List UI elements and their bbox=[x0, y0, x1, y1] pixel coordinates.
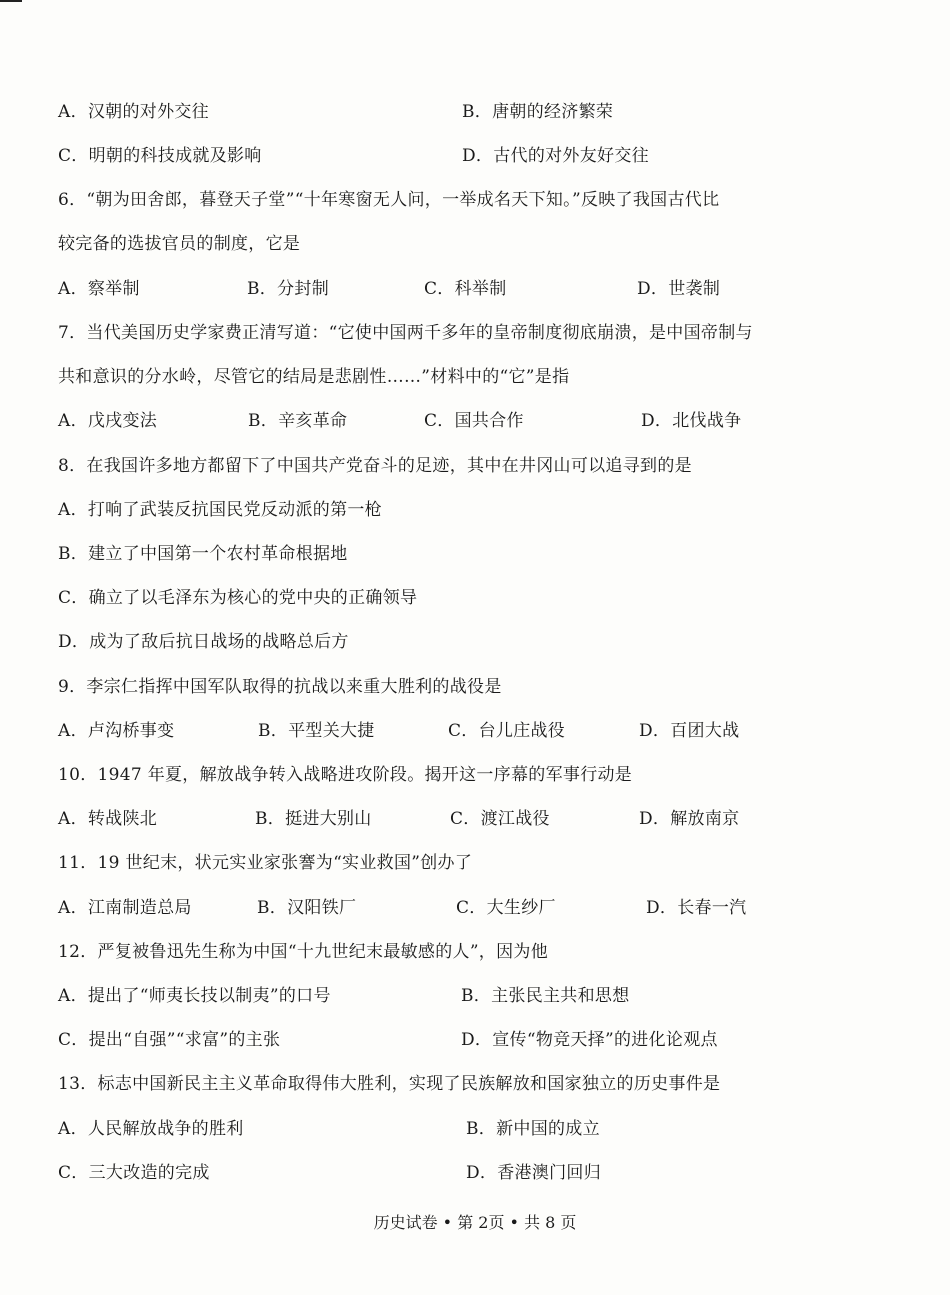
q12-stem: 12．严复被鲁迅先生称为中国“十九世纪末最敏感的人”，因为他 bbox=[58, 942, 549, 962]
q7-option-b: B．辛亥革命 bbox=[248, 411, 348, 431]
q6-option-b: B．分封制 bbox=[247, 279, 329, 299]
q13-option-b: B．新中国的成立 bbox=[466, 1119, 600, 1139]
q10-option-b: B．挺进大别山 bbox=[255, 809, 372, 829]
q9-option-a: A．卢沟桥事变 bbox=[58, 721, 175, 741]
q8-option-a: A．打响了武装反抗国民党反动派的第一枪 bbox=[58, 500, 382, 520]
q8-option-c: C．确立了以毛泽东为核心的党中央的正确领导 bbox=[58, 588, 418, 608]
q10-option-d: D．解放南京 bbox=[639, 809, 740, 829]
q11-stem: 11．19 世纪末，状元实业家张謇为“实业救国”创办了 bbox=[58, 853, 473, 873]
q9-option-b: B．平型关大捷 bbox=[258, 721, 375, 741]
q5-option-d: D．古代的对外友好交往 bbox=[462, 146, 649, 166]
q9-option-c: C．台儿庄战役 bbox=[448, 721, 566, 741]
q7-option-d: D．北伐战争 bbox=[641, 411, 742, 431]
q9-option-d: D．百团大战 bbox=[639, 721, 740, 741]
q13-option-a: A．人民解放战争的胜利 bbox=[58, 1119, 244, 1139]
q6-option-a: A．察举制 bbox=[58, 279, 140, 299]
q13-option-c: C．三大改造的完成 bbox=[58, 1163, 210, 1183]
q6-stem-line2: 较完备的选拔官员的制度，它是 bbox=[58, 234, 301, 254]
q6-stem-line1: 6．“朝为田舍郎，暮登天子堂”“十年寒窗无人问，一举成名天下知。”反映了我国古代比 bbox=[58, 190, 720, 210]
q11-option-b: B．汉阳铁厂 bbox=[257, 898, 357, 918]
q11-option-c: C．大生纱厂 bbox=[456, 898, 556, 918]
q11-option-d: D．长春一汽 bbox=[646, 898, 747, 918]
page-footer: 历史试卷 • 第 2页 • 共 8 页 bbox=[373, 1213, 577, 1232]
q5-option-c: C．明朝的科技成就及影响 bbox=[58, 146, 262, 166]
q12-option-b: B．主张民主共和思想 bbox=[461, 986, 630, 1006]
q12-option-d: D．宣传“物竞天择”的进化论观点 bbox=[461, 1030, 718, 1050]
q5-option-b: B．唐朝的经济繁荣 bbox=[462, 102, 614, 122]
q11-option-a: A．江南制造总局 bbox=[58, 898, 192, 918]
q13-option-d: D．香港澳门回归 bbox=[466, 1163, 602, 1183]
q5-option-a: A．汉朝的对外交往 bbox=[58, 102, 209, 122]
q10-option-a: A．转战陕北 bbox=[58, 809, 158, 829]
q7-stem-line1: 7．当代美国历史学家费正清写道：“它使中国两千多年的皇帝制度彻底崩溃，是中国帝制与 bbox=[58, 323, 753, 343]
q7-option-a: A．戊戌变法 bbox=[58, 411, 158, 431]
q10-option-c: C．渡江战役 bbox=[450, 809, 550, 829]
q8-stem: 8．在我国许多地方都留下了中国共产党奋斗的足迹，其中在井冈山可以追寻到的是 bbox=[58, 456, 692, 476]
scan-mark bbox=[0, 0, 22, 2]
q8-option-d: D．成为了敌后抗日战场的战略总后方 bbox=[58, 632, 349, 652]
q12-option-c: C．提出“自强”“求富”的主张 bbox=[58, 1030, 281, 1050]
q6-option-c: C．科举制 bbox=[424, 279, 507, 299]
q12-option-a: A．提出了“师夷长技以制夷”的口号 bbox=[58, 986, 331, 1006]
q8-option-b: B．建立了中国第一个农村革命根据地 bbox=[58, 544, 348, 564]
q10-stem: 10．1947 年夏，解放战争转入战略进攻阶段。揭开这一序幕的军事行动是 bbox=[58, 765, 633, 785]
q7-option-c: C．国共合作 bbox=[424, 411, 524, 431]
q7-stem-line2: 共和意识的分水岭，尽管它的结局是悲剧性……”材料中的“它”是指 bbox=[58, 367, 570, 387]
q6-option-d: D．世袭制 bbox=[637, 279, 721, 299]
q13-stem: 13．标志中国新民主主义革命取得伟大胜利，实现了民族解放和国家独立的历史事件是 bbox=[58, 1074, 721, 1094]
q9-stem: 9．李宗仁指挥中国军队取得的抗战以来重大胜利的战役是 bbox=[58, 677, 502, 697]
